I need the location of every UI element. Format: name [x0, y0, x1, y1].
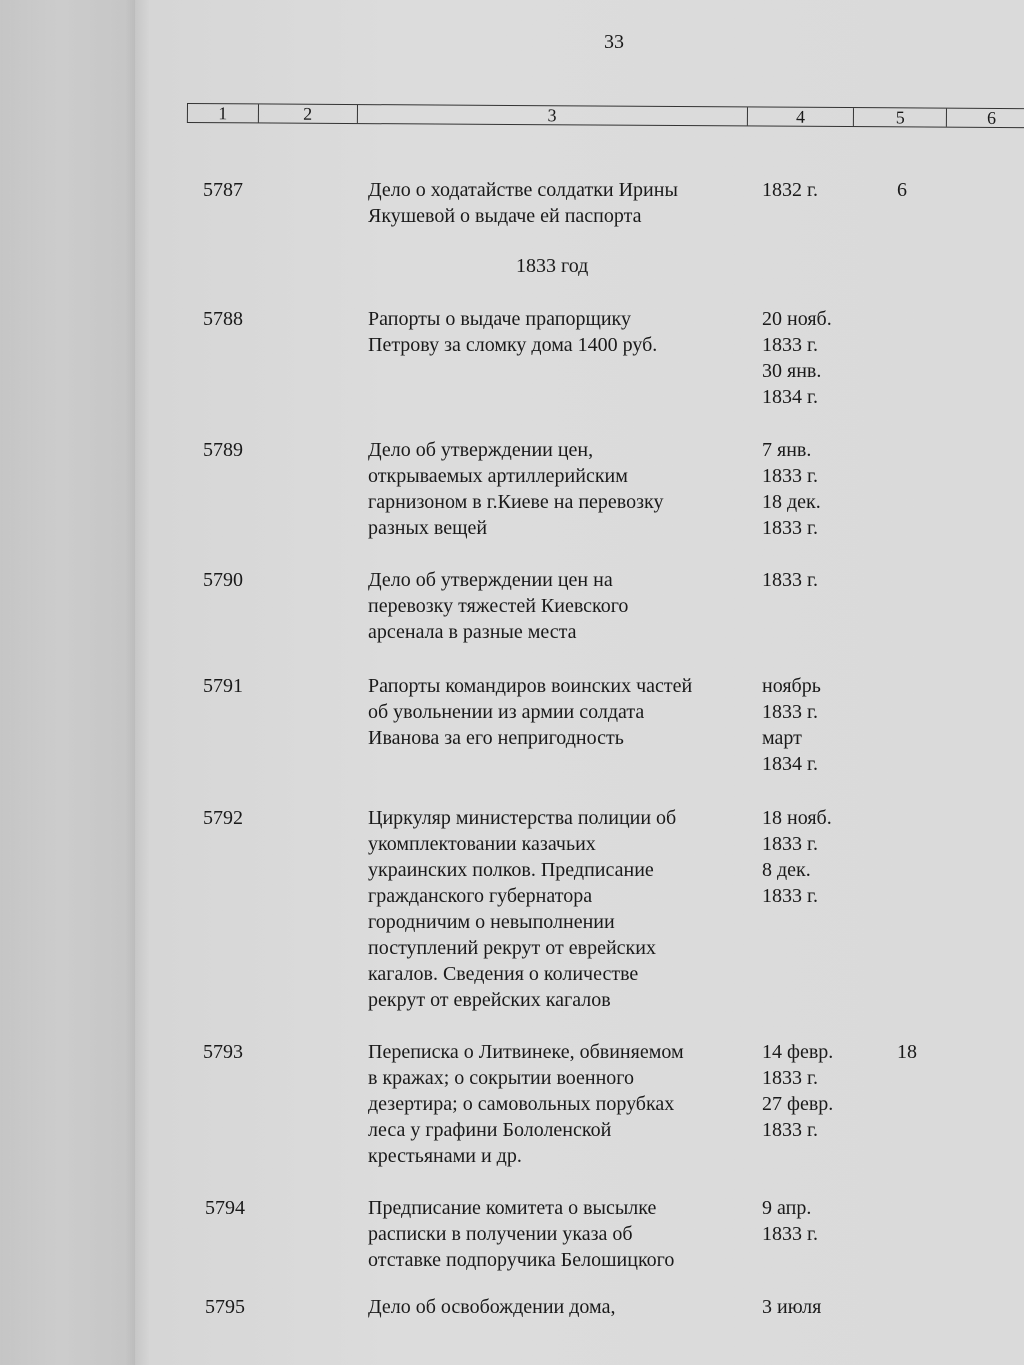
entry-description-line: Рапорты командиров воинских частей [368, 675, 693, 697]
entry-date-line: 30 янв. [762, 360, 822, 382]
entry-description-line: перевозку тяжестей Киевского [368, 595, 629, 617]
entry-number: 5789 [203, 439, 243, 461]
entry-date-line: 7 янв. [762, 439, 812, 461]
entry-description-line: крестьянами и др. [368, 1145, 522, 1167]
entry-date-line: 1834 г. [762, 753, 818, 775]
entry-number: 5787 [203, 179, 243, 201]
entry-date-line: 1833 г. [762, 833, 818, 855]
entry-description-line: городничим о невыполнении [368, 911, 615, 933]
entry-description-line: об увольнении из армии солдата [368, 701, 645, 723]
entry-number: 5795 [205, 1296, 245, 1318]
entry-description-line: арсенала в разные места [368, 621, 577, 643]
entry-number: 5792 [203, 807, 243, 829]
entry-date-line: 1833 г. [762, 885, 818, 907]
entry-description-line: Иванова за его непригодность [368, 727, 624, 749]
entry-description-line: Дело об освобождении дома, [368, 1296, 616, 1318]
entry-date-line: 1833 г. [762, 1223, 818, 1245]
entry-description-line: кагалов. Сведения о количестве [368, 963, 639, 985]
previous-page-edge [0, 0, 135, 1365]
entry-date-line: 9 апр. [762, 1197, 812, 1219]
entry-date-line: 14 февр. [762, 1041, 834, 1063]
entry-date-line: 18 дек. [762, 491, 821, 513]
entry-description-line: поступлений рекрут от еврейских [368, 937, 656, 959]
entry-description-line: Рапорты о выдаче прапорщику [368, 308, 631, 330]
entry-date-line: 27 февр. [762, 1093, 834, 1115]
entry-date-line: 18 нояб. [762, 807, 832, 829]
entry-sheet-count: 18 [897, 1041, 917, 1063]
entry-description-line: отставке подпоручика Белошицкого [368, 1249, 675, 1271]
entry-date-line: 20 нояб. [762, 308, 832, 330]
entry-number: 5790 [203, 569, 243, 591]
entry-description-line: Дело об утверждении цен на [368, 569, 613, 591]
entry-date-line: март [762, 727, 802, 749]
entry-description-line: Предписание комитета о высылке [368, 1197, 657, 1219]
entry-description-line: гражданского губернатора [368, 885, 593, 907]
column-header: 6 [986, 107, 997, 128]
entry-date-line: 1833 г. [762, 517, 818, 539]
column-header: 4 [748, 107, 855, 126]
page-number: 33 [604, 31, 624, 53]
entry-description-line: укомплектовании казачьих [368, 833, 596, 855]
entry-date-line: 1833 г. [762, 569, 818, 591]
entry-description-line: дезертира; о самовольных порубках [368, 1093, 675, 1115]
entry-description-line: в кражах; о сокрытии военного [368, 1067, 635, 1089]
entry-date-line: 1833 г. [762, 1067, 818, 1089]
entry-description-line: Дело о ходатайстве солдатки Ирины [368, 179, 678, 201]
column-header: 3 [357, 105, 747, 125]
entry-description-line: рекрут от еврейских кагалов [368, 989, 611, 1011]
entry-description-line: Переписка о Литвинеке, обвиняемом [368, 1041, 684, 1063]
entry-number: 5788 [203, 308, 243, 330]
entry-description-line: леса у графини Бололенской [368, 1119, 612, 1141]
entry-date-line: 3 июля [762, 1296, 822, 1318]
entry-description-line: Якушевой о выдаче ей паспорта [368, 205, 642, 227]
entry-date-line: 1834 г. [762, 386, 818, 408]
entry-sheet-count: 6 [897, 179, 907, 201]
entry-description-line: открываемых артиллерийским [368, 465, 628, 487]
entry-date-line: ноябрь [762, 675, 821, 697]
entry-date-line: 1833 г. [762, 701, 818, 723]
entry-description-line: Дело об утверждении цен, [368, 439, 594, 461]
year-heading: 1833 год [516, 255, 589, 277]
column-header-row [187, 103, 1024, 128]
entry-description-line: расписки в получении указа об [368, 1223, 633, 1245]
entry-date-line: 1833 г. [762, 334, 818, 356]
column-header: 1 [188, 104, 259, 122]
entry-date-line: 1833 г. [762, 465, 818, 487]
column-header: 2 [259, 104, 358, 123]
entry-number: 5791 [203, 675, 243, 697]
entry-number: 5794 [205, 1197, 245, 1219]
entry-date-line: 1833 г. [762, 1119, 818, 1141]
entry-number: 5793 [203, 1041, 243, 1063]
entry-date-line: 8 дек. [762, 859, 811, 881]
entry-date-line: 1832 г. [762, 179, 818, 201]
column-header: 5 [854, 108, 947, 127]
entry-description-line: Циркуляр министерства полиции об [368, 807, 677, 829]
entry-description-line: гарнизоном в г.Киеве на перевозку [368, 491, 664, 513]
entry-description-line: Петрову за сломку дома 1400 руб. [368, 334, 658, 356]
entry-description-line: украинских полков. Предписание [368, 859, 654, 881]
entry-description-line: разных вещей [368, 517, 488, 539]
